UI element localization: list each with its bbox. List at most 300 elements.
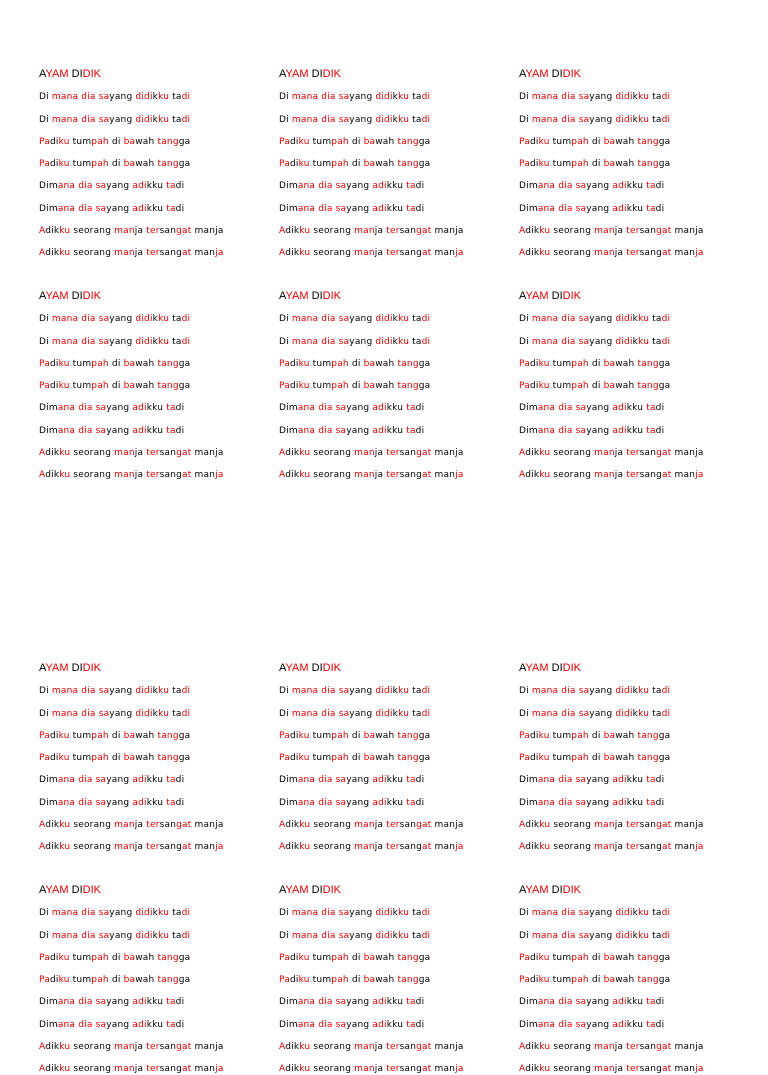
text-segment: ga: [178, 753, 191, 764]
text-segment: DI: [68, 290, 83, 302]
text-segment: ter: [386, 1064, 400, 1075]
text-segment: at: [422, 842, 432, 853]
text-segment: DIK: [82, 68, 101, 80]
text-segment: sa: [575, 403, 587, 414]
text-segment: A: [39, 842, 46, 853]
text-segment: ja: [215, 248, 224, 259]
text-segment: k: [152, 930, 159, 941]
lyric-line: [39, 426, 269, 437]
lyric-line: [519, 1042, 749, 1053]
text-segment: didi: [615, 336, 633, 347]
text-segment: tum: [309, 159, 332, 170]
lyric-line: [519, 798, 749, 809]
text-segment: sa: [95, 403, 107, 414]
text-segment: dia: [81, 114, 96, 125]
text-segment: didi: [135, 114, 153, 125]
text-segment: DI: [68, 68, 83, 80]
text-segment: Dim: [279, 181, 298, 192]
text-segment: di: [529, 730, 539, 741]
text-segment: ku: [398, 930, 410, 941]
text-segment: ba: [123, 753, 136, 764]
text-segment: di: [661, 686, 671, 697]
text-segment: di: [181, 708, 191, 719]
text-segment: di: [108, 753, 124, 764]
text-segment: ta: [649, 908, 662, 919]
text-segment: Pa: [519, 952, 530, 963]
text-segment: di: [289, 975, 299, 986]
text-segment: tang: [397, 730, 419, 741]
lyric-line: [39, 753, 269, 764]
text-segment: ana: [537, 181, 556, 192]
text-segment: Pa: [519, 753, 530, 764]
text-segment: di: [529, 358, 539, 369]
text-segment: yang: [346, 403, 373, 414]
text-segment: man: [114, 842, 135, 853]
text-segment: tang: [157, 753, 179, 764]
text-segment: sa: [95, 181, 107, 192]
text-segment: kku: [146, 1019, 167, 1030]
text-segment: pah: [331, 730, 349, 741]
song-card: [39, 662, 269, 853]
text-segment: ja: [455, 1064, 464, 1075]
text-segment: ja: [455, 248, 464, 259]
text-segment: ja: [455, 842, 464, 853]
text-segment: A: [519, 1064, 526, 1075]
lyric-line: [279, 426, 509, 437]
text-segment: di: [348, 159, 364, 170]
text-segment: at: [182, 842, 192, 853]
text-segment: ku: [58, 358, 70, 369]
text-segment: ba: [363, 159, 376, 170]
text-segment: adi: [132, 181, 147, 192]
text-segment: kku: [146, 775, 167, 786]
text-segment: tang: [637, 753, 659, 764]
text-segment: sa: [95, 425, 107, 436]
text-segment: ana: [297, 775, 316, 786]
text-segment: dia: [558, 1019, 573, 1030]
text-segment: ku: [299, 1064, 311, 1075]
text-segment: mana: [291, 92, 319, 103]
text-segment: Di: [39, 930, 52, 941]
text-segment: Dim: [39, 997, 58, 1008]
text-segment: ba: [603, 159, 616, 170]
text-segment: seorang: [550, 1064, 595, 1075]
text-segment: A: [39, 248, 46, 259]
text-segment: dik: [285, 470, 300, 481]
text-segment: ku: [298, 730, 310, 741]
lyric-line: [519, 470, 749, 481]
text-segment: ja: [374, 448, 387, 459]
lyric-line: [39, 953, 269, 964]
text-segment: ku: [539, 448, 551, 459]
text-segment: man: [354, 1042, 375, 1053]
text-segment: dik: [525, 842, 540, 853]
text-segment: ba: [603, 136, 616, 147]
text-segment: A: [279, 820, 286, 831]
text-segment: Dim: [39, 425, 58, 436]
text-segment: wah: [375, 753, 398, 764]
song-card: [519, 662, 749, 853]
lyric-line: [519, 337, 749, 348]
song-card: [279, 662, 509, 853]
text-segment: ba: [123, 952, 136, 963]
text-segment: sa: [98, 336, 110, 347]
text-segment: di: [348, 753, 364, 764]
text-segment: gat: [176, 820, 192, 831]
text-segment: man: [191, 1064, 216, 1075]
lyric-line: [519, 931, 749, 942]
text-segment: Pa: [39, 975, 50, 986]
text-segment: dia: [558, 775, 573, 786]
text-segment: didi: [615, 92, 633, 103]
lyric-line: [279, 359, 509, 370]
text-segment: kku: [146, 181, 167, 192]
lyric-line: [39, 204, 269, 215]
text-segment: di: [175, 203, 185, 214]
text-segment: sa: [338, 92, 350, 103]
text-segment: Pa: [279, 381, 290, 392]
text-segment: Dim: [519, 775, 538, 786]
text-segment: yang: [349, 908, 376, 919]
text-segment: kku: [146, 203, 167, 214]
text-segment: Dim: [39, 203, 58, 214]
text-segment: ba: [363, 136, 376, 147]
text-segment: gat: [416, 448, 432, 459]
text-segment: pah: [571, 952, 589, 963]
text-segment: di: [181, 908, 191, 919]
text-segment: dia: [318, 775, 333, 786]
text-segment: seorang: [310, 842, 355, 853]
text-segment: man: [431, 248, 456, 259]
lyric-line: [279, 775, 509, 786]
text-segment: Pa: [279, 952, 290, 963]
text-segment: seorang: [70, 248, 115, 259]
text-segment: seorang: [70, 1064, 115, 1075]
lyric-lines: [39, 92, 269, 259]
text-segment: YAM: [285, 290, 309, 302]
text-segment: ku: [539, 1042, 551, 1053]
lyric-line: [39, 92, 269, 103]
text-segment: di: [661, 92, 671, 103]
text-segment: didi: [615, 930, 633, 941]
text-segment: dia: [321, 336, 336, 347]
lyric-line: [279, 115, 509, 126]
text-segment: ter: [386, 470, 400, 481]
text-segment: tum: [309, 952, 332, 963]
text-segment: ter: [146, 448, 160, 459]
text-segment: man: [354, 248, 375, 259]
text-segment: ku: [398, 686, 410, 697]
lyric-lines: [279, 686, 509, 853]
song-card: [279, 884, 509, 1075]
lyric-lines: [519, 908, 749, 1075]
text-segment: ta: [646, 997, 656, 1008]
text-segment: sa: [335, 797, 347, 808]
text-segment: Di: [39, 686, 52, 697]
text-segment: Di: [279, 92, 292, 103]
text-segment: ku: [538, 952, 550, 963]
text-segment: ana: [297, 1019, 316, 1030]
text-segment: ja: [134, 842, 147, 853]
text-segment: manja: [671, 1042, 704, 1053]
text-segment: mana: [51, 92, 79, 103]
text-segment: sa: [95, 775, 107, 786]
text-segment: ta: [166, 181, 176, 192]
text-segment: wah: [135, 753, 158, 764]
text-segment: k: [152, 908, 159, 919]
text-segment: A: [279, 662, 286, 674]
lyric-line: [39, 248, 269, 259]
text-segment: wah: [135, 381, 158, 392]
text-segment: seorang: [70, 842, 115, 853]
text-segment: at: [422, 248, 432, 259]
lyric-line: [519, 381, 749, 392]
text-segment: didi: [375, 930, 393, 941]
text-segment: wah: [375, 975, 398, 986]
text-segment: DIK: [562, 884, 581, 896]
text-segment: sa: [95, 997, 107, 1008]
text-segment: yang: [586, 1019, 613, 1030]
text-segment: pah: [331, 159, 349, 170]
text-segment: Di: [279, 686, 292, 697]
text-segment: at: [422, 1064, 432, 1075]
lyric-line: [39, 997, 269, 1008]
text-segment: wah: [615, 136, 638, 147]
text-segment: dik: [45, 1042, 60, 1053]
text-segment: Dim: [519, 203, 538, 214]
text-segment: dia: [561, 908, 576, 919]
text-segment: dia: [558, 403, 573, 414]
text-segment: dik: [525, 1064, 540, 1075]
text-segment: dia: [318, 997, 333, 1008]
text-segment: ter: [626, 448, 640, 459]
text-segment: sa: [98, 708, 110, 719]
text-segment: A: [519, 662, 526, 674]
text-segment: mana: [291, 686, 319, 697]
text-segment: ga: [418, 159, 431, 170]
text-segment: DI: [548, 884, 563, 896]
text-segment: ba: [123, 381, 136, 392]
text-segment: Pa: [39, 381, 50, 392]
text-segment: di: [181, 336, 191, 347]
text-segment: YAM: [525, 290, 549, 302]
text-segment: Dim: [39, 181, 58, 192]
lyric-line: [519, 953, 749, 964]
text-segment: di: [661, 708, 671, 719]
song-title: [39, 884, 269, 897]
text-segment: ba: [123, 358, 136, 369]
text-segment: Di: [39, 908, 52, 919]
text-segment: di: [655, 403, 665, 414]
text-segment: ku: [539, 842, 551, 853]
lyric-line: [279, 204, 509, 215]
text-segment: man: [354, 842, 375, 853]
text-segment: ta: [646, 1019, 656, 1030]
text-segment: ku: [398, 114, 410, 125]
text-segment: yang: [589, 708, 616, 719]
text-segment: ana: [297, 403, 316, 414]
text-segment: ja: [455, 470, 464, 481]
text-segment: YAM: [525, 884, 549, 896]
lyric-line: [39, 686, 269, 697]
text-segment: at: [662, 470, 672, 481]
text-segment: ku: [299, 470, 311, 481]
text-segment: san: [399, 820, 417, 831]
text-segment: di: [421, 314, 431, 325]
text-segment: ku: [158, 314, 170, 325]
text-segment: mana: [531, 114, 559, 125]
text-segment: tum: [549, 381, 572, 392]
lyric-line: [39, 820, 269, 831]
text-segment: adi: [132, 997, 147, 1008]
text-segment: YAM: [45, 884, 69, 896]
text-segment: ku: [59, 470, 71, 481]
text-segment: man: [114, 820, 135, 831]
text-segment: Di: [279, 314, 292, 325]
lyric-line: [279, 798, 509, 809]
text-segment: di: [661, 114, 671, 125]
text-segment: tang: [157, 975, 179, 986]
text-segment: adi: [372, 403, 387, 414]
text-segment: ku: [538, 381, 550, 392]
text-segment: man: [191, 470, 216, 481]
text-segment: yang: [589, 930, 616, 941]
text-segment: yang: [109, 908, 136, 919]
text-segment: ja: [614, 448, 627, 459]
text-segment: yang: [349, 930, 376, 941]
text-segment: ta: [406, 775, 416, 786]
text-segment: ku: [59, 842, 71, 853]
text-segment: tang: [397, 381, 419, 392]
text-segment: adi: [372, 203, 387, 214]
text-segment: yang: [109, 114, 136, 125]
text-segment: Di: [519, 708, 532, 719]
text-segment: ba: [123, 730, 136, 741]
text-segment: sa: [335, 403, 347, 414]
text-segment: A: [39, 820, 46, 831]
text-segment: ba: [123, 159, 136, 170]
text-segment: ta: [646, 181, 656, 192]
text-segment: dik: [45, 820, 60, 831]
text-segment: di: [661, 908, 671, 919]
text-segment: sa: [338, 686, 350, 697]
text-segment: tum: [69, 381, 92, 392]
text-segment: sang: [399, 248, 423, 259]
text-segment: yang: [346, 797, 373, 808]
text-segment: yang: [346, 997, 373, 1008]
text-segment: dik: [45, 448, 60, 459]
text-segment: sang: [399, 1064, 423, 1075]
text-segment: di: [108, 975, 124, 986]
text-segment: di: [108, 381, 124, 392]
text-segment: pah: [331, 381, 349, 392]
text-segment: ba: [123, 136, 136, 147]
text-segment: tum: [549, 358, 572, 369]
text-segment: manja: [431, 448, 464, 459]
text-segment: tang: [157, 381, 179, 392]
text-segment: yang: [349, 686, 376, 697]
text-segment: ku: [538, 975, 550, 986]
text-segment: DIK: [322, 884, 341, 896]
lyric-lines: [519, 686, 749, 853]
text-segment: sa: [338, 708, 350, 719]
text-segment: ter: [626, 1064, 640, 1075]
text-segment: DI: [548, 290, 563, 302]
text-segment: kku: [626, 1019, 647, 1030]
text-segment: dia: [558, 997, 573, 1008]
text-segment: ter: [146, 1042, 160, 1053]
text-segment: ku: [298, 952, 310, 963]
text-segment: sa: [578, 930, 590, 941]
text-segment: ana: [57, 181, 76, 192]
text-segment: YAM: [525, 68, 549, 80]
lyric-lines: [279, 314, 509, 481]
text-segment: ter: [626, 226, 640, 237]
text-segment: ta: [409, 908, 422, 919]
text-segment: at: [422, 470, 432, 481]
text-segment: dik: [45, 470, 60, 481]
text-segment: ga: [658, 381, 671, 392]
text-segment: di: [421, 114, 431, 125]
lyric-line: [279, 137, 509, 148]
text-segment: san: [159, 820, 177, 831]
text-segment: wah: [615, 159, 638, 170]
text-segment: di: [108, 358, 124, 369]
text-segment: sang: [639, 248, 663, 259]
text-segment: yang: [346, 775, 373, 786]
text-segment: wah: [615, 358, 638, 369]
text-segment: A: [519, 290, 526, 302]
text-segment: dia: [558, 797, 573, 808]
text-segment: manja: [431, 1042, 464, 1053]
text-segment: mana: [531, 336, 559, 347]
lyric-lines: [39, 686, 269, 853]
text-segment: ku: [298, 358, 310, 369]
text-segment: YAM: [45, 662, 69, 674]
text-segment: ba: [603, 753, 616, 764]
lyric-line: [279, 1064, 509, 1075]
text-segment: dia: [321, 114, 336, 125]
text-segment: ta: [409, 708, 422, 719]
text-segment: ku: [638, 314, 650, 325]
text-segment: ga: [178, 975, 191, 986]
text-segment: yang: [589, 314, 616, 325]
text-segment: dia: [78, 181, 93, 192]
text-segment: ter: [386, 226, 400, 237]
text-segment: ta: [649, 314, 662, 325]
text-segment: adi: [612, 425, 627, 436]
text-segment: Dim: [519, 403, 538, 414]
text-segment: k: [632, 930, 639, 941]
text-segment: ta: [409, 930, 422, 941]
text-segment: ba: [363, 952, 376, 963]
song-card: [519, 884, 749, 1075]
text-segment: sa: [338, 314, 350, 325]
lyric-line: [39, 1042, 269, 1053]
text-segment: kku: [146, 997, 167, 1008]
text-segment: wah: [375, 730, 398, 741]
text-segment: kku: [386, 797, 407, 808]
text-segment: yang: [586, 403, 613, 414]
text-segment: ta: [646, 775, 656, 786]
text-segment: ga: [418, 381, 431, 392]
text-segment: DI: [308, 884, 323, 896]
text-segment: Di: [39, 314, 52, 325]
text-segment: yang: [586, 181, 613, 192]
text-segment: manja: [191, 448, 224, 459]
text-segment: seorang: [70, 820, 115, 831]
text-segment: ana: [57, 203, 76, 214]
